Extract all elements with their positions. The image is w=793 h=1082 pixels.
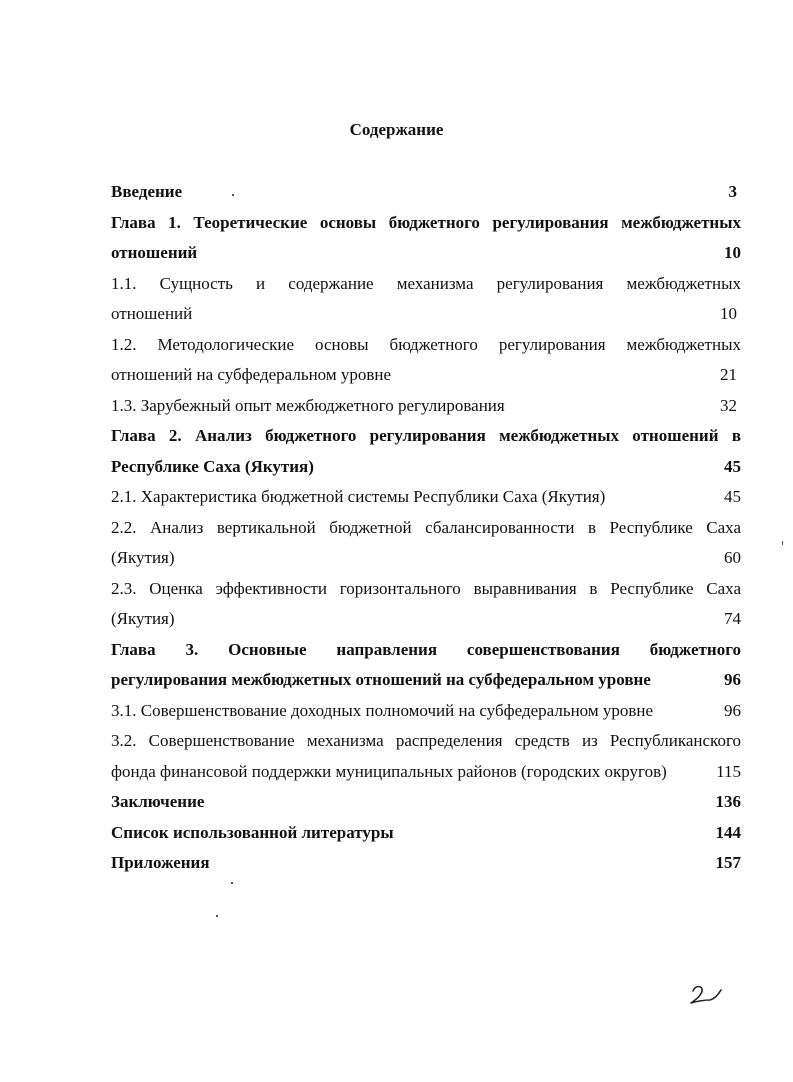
toc-label-line: 2.3. Оценка эффективности горизонтального выравнивания в Республике Саха [111,578,741,598]
toc-page: 74 [724,609,741,628]
toc-label-line: 2.2. Анализ вертикальной бюджетной сбалансированности в Республике Саха [111,517,741,537]
toc-page: 60 [724,548,741,567]
toc-label-line: 1.2. Методологические основы бюджетного регулирования межбюджетных [111,334,741,354]
toc-label: Заключение [111,792,205,811]
toc-page: 136 [715,792,741,811]
handwritten-page-number [688,982,724,1006]
toc-label-line: 1.1. Сущность и содержание механизма регулирования межбюджетных [111,273,741,293]
scan-speck [232,194,234,196]
toc-entry-section-1-3 [111,391,741,422]
toc-label-line: Глава 2. Анализ бюджетного регулирования межбюджетных отношений в [111,426,741,445]
toc-entry-chapter-1 [111,208,741,269]
table-of-contents [111,177,741,879]
toc-entry-section-3-1 [111,696,741,727]
toc-label-line: Глава 1. Теоретические основы бюджетного регулирования межбюджетных [111,212,741,232]
toc-label-line: (Якутия) [111,548,175,567]
toc-page: 21 [720,365,737,384]
toc-page: 96 [724,700,741,720]
toc-page: 115 [716,761,741,781]
toc-label-line: (Якутия) [111,609,175,628]
toc-page: 3 [728,182,737,201]
toc-label-line: фонда финансовой поддержки муниципальных районов (городских округов) [111,761,667,781]
toc-label: Приложения [111,853,210,872]
toc-page: 96 [724,670,741,689]
toc-entry-intro [111,177,741,208]
toc-page: 10 [720,304,737,323]
toc-label: Введение [111,182,183,201]
toc-page: 144 [715,822,741,842]
toc-label: 1.3. Зарубежный опыт межбюджетного регулирования [111,395,505,415]
toc-label: 2.1. Характеристика бюджетной системы Республики Саха (Якутия) [111,487,606,506]
toc-entry-references [111,818,741,849]
toc-page: 157 [715,853,741,872]
toc-page: 10 [724,243,741,262]
toc-entry-section-2-1 [111,482,741,513]
toc-label-line: 3.2. Совершенствование механизма распределения средств из Республиканского [111,731,741,750]
toc-entry-chapter-2 [111,421,741,482]
toc-page: 45 [724,456,741,476]
toc-label: Список использованной литературы [111,822,394,842]
toc-entry-section-2-2 [111,513,741,574]
scan-speck [231,882,233,884]
page-title: Содержание [349,120,444,139]
scan-speck [216,915,218,917]
toc-label-line: Республике Саха (Якутия) [111,456,314,476]
toc-label: 3.1. Совершенствование доходных полномочий на субфедеральном уровне [111,700,654,720]
toc-entry-section-2-3 [111,574,741,635]
scan-speck [782,541,783,545]
toc-label-line: регулирования межбюджетных отношений на субфедеральном уровне [111,670,651,689]
toc-label-line: Глава 3. Основные направления совершенствования бюджетного [111,639,741,659]
toc-entry-conclusion [111,787,741,818]
toc-entry-section-1-2 [111,330,741,391]
toc-label-line: отношений [111,304,193,323]
toc-entry-appendix [111,848,741,879]
toc-label-line: отношений [111,243,198,262]
toc-page: 45 [724,487,741,506]
toc-page: 32 [720,395,737,415]
toc-entry-section-3-2 [111,726,741,787]
toc-entry-chapter-3 [111,635,741,696]
toc-label-line: отношений на субфедеральном уровне [111,365,392,384]
toc-entry-section-1-1 [111,269,741,330]
